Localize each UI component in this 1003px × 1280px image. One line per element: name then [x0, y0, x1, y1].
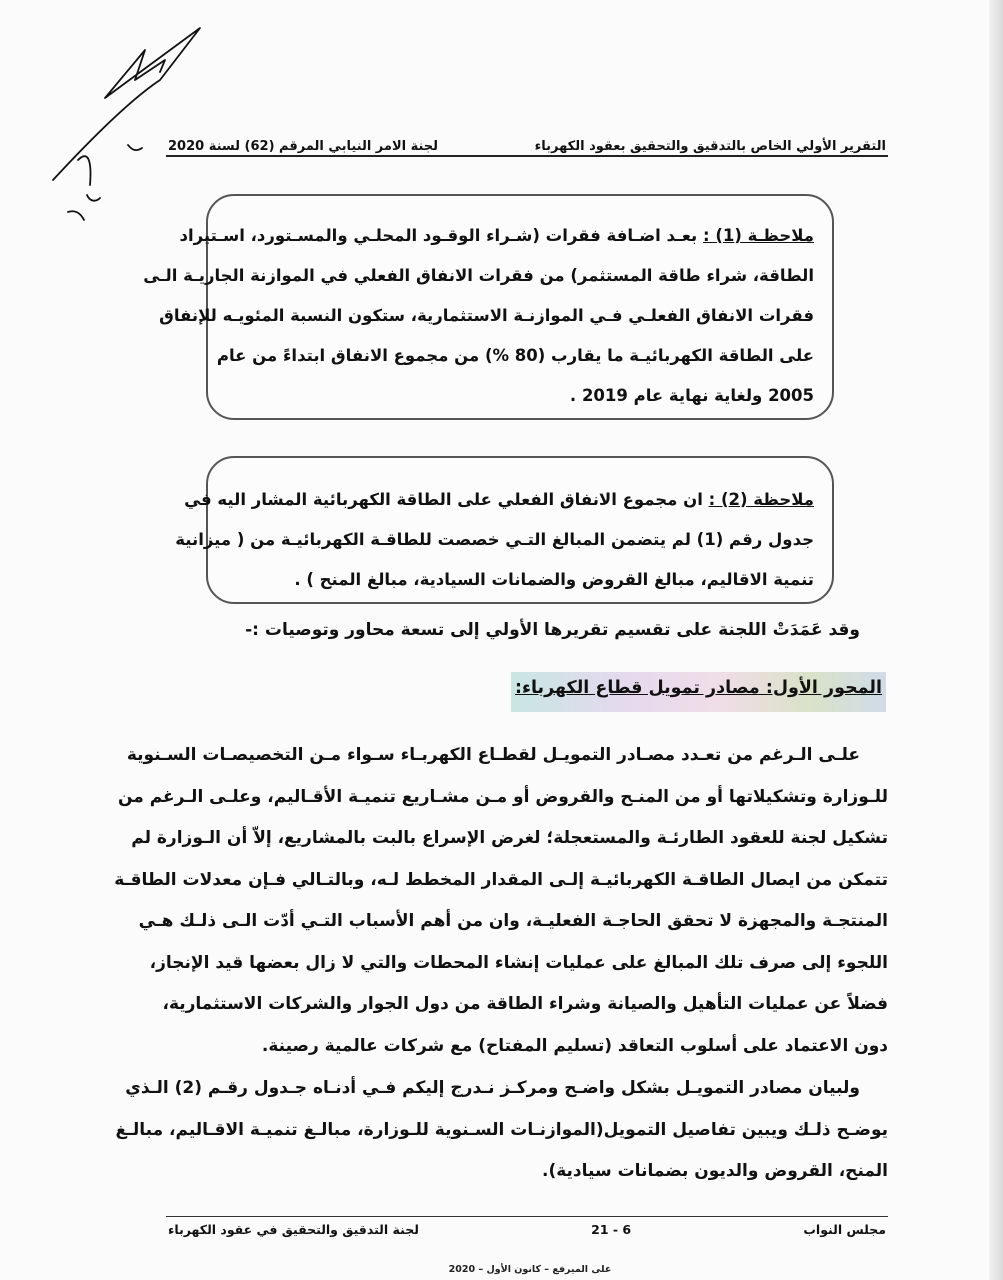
paragraph-1	[114, 735, 888, 1067]
page-footer	[168, 1222, 886, 1237]
paragraph-line: للـوزارة وتشكيلاتها أو من المنـح والقروض أو مـن مشـاريع تنميـة الأقـاليم، وعلـى الـرغم من	[117, 786, 888, 807]
note2-line: ملاحظة (2) : ان مجموع الانفاق الفعلي على الطاقة الكهربائية المشار اليه في	[184, 490, 814, 509]
page-edge-shadow	[989, 0, 1003, 1280]
footer-committee: لجنة التدقيق والتحقيق في عقود الكهرباء	[168, 1222, 419, 1237]
note1-line: الطاقة، شراء طاقة المستثمر) من فقرات الانفاق الفعلي في الموازنة الجاريـة الـى	[143, 266, 814, 285]
paragraph-2	[115, 1068, 888, 1193]
footer-parliament: مجلس النواب	[803, 1222, 886, 1237]
paragraph-line: تتمكن من ايصال الطاقـة الكهربائيـة إلـى المقدار المخطط لـه، وبالتـالي فـإن معدلات الطاقـة	[114, 869, 888, 890]
paragraph-line: فضلاً عن عمليات التأهيل والصيانة وشراء الطاقة من دول الجوار والشركات الاستثمارية،	[162, 994, 888, 1014]
note2-line: جدول رقم (1) لم يتضمن المبالغ التـي خصصت للطاقـة الكهربائيـة من ( ميزانية	[175, 530, 814, 549]
paragraph-line: المنتجـة والمجهزة لا تحقق الحاجـة الفعليـة، وان من أهم الأسباب التـي أدّت الـى ذلـك هـي	[138, 911, 888, 931]
section-title-text: المحور الأول: مصادر تمويل قطاع الكهرباء:	[515, 678, 882, 698]
footer-date-line: على الميرفع – كانون الأول – 2020	[448, 1264, 612, 1275]
note1-line: فقرات الانفاق الفعلـي فـي الموازنـة الاستثمارية، ستكون النسبة المئويـه للإنفاق	[159, 306, 814, 325]
note1-line: 2005 ولغاية نهاية عام 2019 .	[569, 386, 814, 405]
note1-label: ملاحظـة (1) :	[702, 226, 814, 245]
section-title-highlighted	[511, 672, 886, 712]
intro-sentence: وقد عَمَدَتْ اللجنة على تقسيم تقريرها الأولي إلى تسعة محاور وتوصيات :-	[245, 620, 860, 640]
paragraph-line: اللجوء إلى صرف تلك المبالغ على عمليات إنشاء المحطات والتي لا زال بعضها قيد الإنجاز،	[149, 952, 888, 973]
paragraph-line: تشكيل لجنة للعقود الطارئـة والمستعجلة؛ لغرض الإسراع بالبت بالمشاريع، إلاّ أن الـوزارة لم	[131, 828, 888, 848]
footer-divider	[166, 1216, 888, 1217]
note-box-2	[175, 456, 834, 604]
paragraph-line: ولبيان مصادر التمويـل بشكل واضـح ومركـز نـدرج إليكم فـي أدنـاه جـدول رقـم (2) الـذي	[125, 1078, 860, 1098]
note1-line: على الطاقة الكهربائيـة ما يقارب (80 %) من مجموع الانفاق ابتداءً من عام	[216, 346, 814, 365]
header-committee: لجنة الامر النيابي المرقم (62) لسنة 2020	[168, 139, 439, 154]
note2-label: ملاحظة (2) :	[708, 490, 814, 509]
page-header	[168, 124, 886, 154]
paragraph-line: علـى الـرغم من تعـدد مصـادر التمويـل لقطـاع الكهربـاء سـواء مـن التخصيصـات السـنوية	[126, 745, 860, 765]
paragraph-line: المنح، القروض والديون بضمانات سيادية).	[542, 1161, 888, 1181]
note-box-1	[143, 194, 834, 420]
header-divider	[166, 155, 888, 157]
footer-page-number: 21 - 6	[591, 1222, 632, 1237]
paragraph-line: دون الاعتماد على أسلوب التعاقد (تسليم المفتاح) مع شركات عالمية رصينة.	[261, 1035, 888, 1056]
note2-line: تنمية الاقاليم، مبالغ القروض والضمانات السيادية، مبالغ المنح ) .	[294, 570, 814, 589]
paragraph-line: يوضـح ذلـك ويبين تفاصيل التمويل(الموازنـات السـنوية للـوزارة، مبالـغ تنميـة الاقـاليم، مبالـغ	[115, 1119, 888, 1140]
header-report-title: التقرير الأولي الخاص بالتدقيق والتحقيق بعقود الكهرباء	[534, 139, 886, 154]
note1-line: ملاحظـة (1) : بعـد اضـافة فقرات (شـراء الوقـود المحلـي والمسـتورد، اسـتيراد	[179, 226, 814, 245]
